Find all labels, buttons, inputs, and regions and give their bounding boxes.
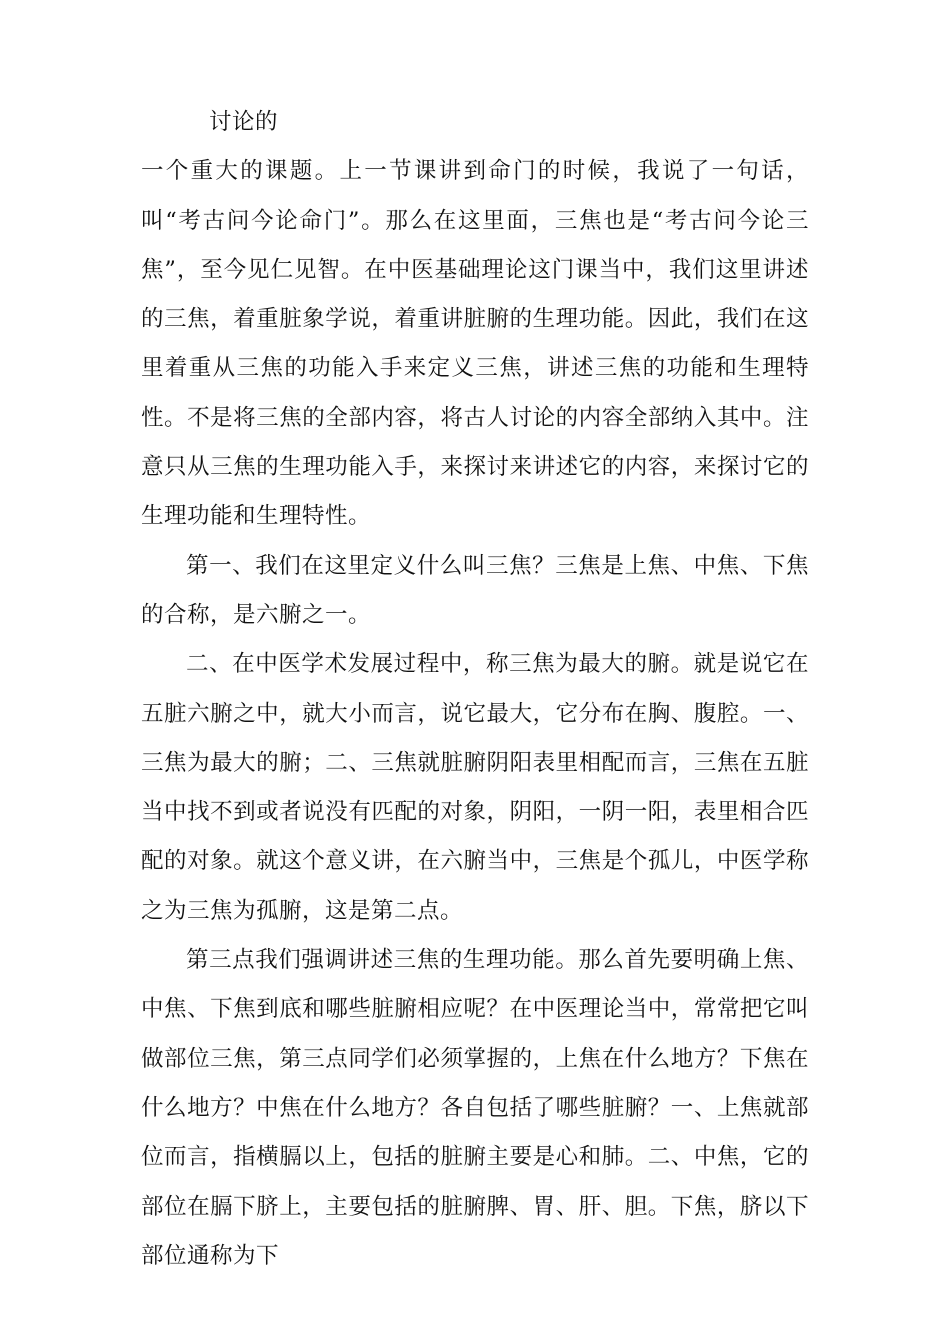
paragraph-4: 第三点我们强调讲述三焦的生理功能。那么首先要明确上焦、中焦、下焦到底和哪些脏腑相应呢？在中医理论当中，常常把它叫做部位三焦，第三点同学们必须掌握的，上焦在什么地方？下焦在什么地方？中焦在什么地方？各自包括了哪些脏腑？一、上焦就部位而言，指横膈以上，包括的脏腑主要是心和肺。二、中焦，它的部位在膈下脐上，主要包括的脏腑脾、胃、肝、胆。下焦，脐以下部位通称为下 [141, 947, 809, 1269]
paragraph-1: 一个重大的课题。上一节课讲到命门的时候，我说了一句话，叫“考古问今论命门”。那么在这里面，三焦也是“考古问今论三焦”，至今见仁见智。在中医基础理论这门课当中，我们这里讲述的三焦，着重脏象学说，着重讲脏腑的生理功能。因此，我们在这里着重从三焦的功能入手来定义三焦，讲述三焦的功能和生理特性。不是将三焦的全部内容，将古人讨论的内容全部纳入其中。注意只从三焦的生理功能入手，来探讨来讲述它的内容，来探讨它的生理功能和生理特性。 [141, 158, 809, 530]
paragraph-2: 第一、我们在这里定义什么叫三焦？三焦是上焦、中焦、下焦的合称，是六腑之一。 [141, 552, 809, 628]
document-body [141, 98, 809, 1281]
paragraph-fragment-heading: 讨论的 [209, 109, 279, 135]
paragraph-3: 二、在中医学术发展过程中，称三焦为最大的腑。就是说它在五脏六腑之中，就大小而言，说它最大，它分布在胸、腹腔。一、三焦为最大的腑；二、三焦就脏腑阴阳表里相配而言，三焦在五脏当中找不到或者说没有匹配的对象，阴阳，一阴一阳，表里相合匹配的对象。就这个意义讲，在六腑当中，三焦是个孤儿，中医学称之为三焦为孤腑，这是第二点。 [141, 651, 809, 924]
